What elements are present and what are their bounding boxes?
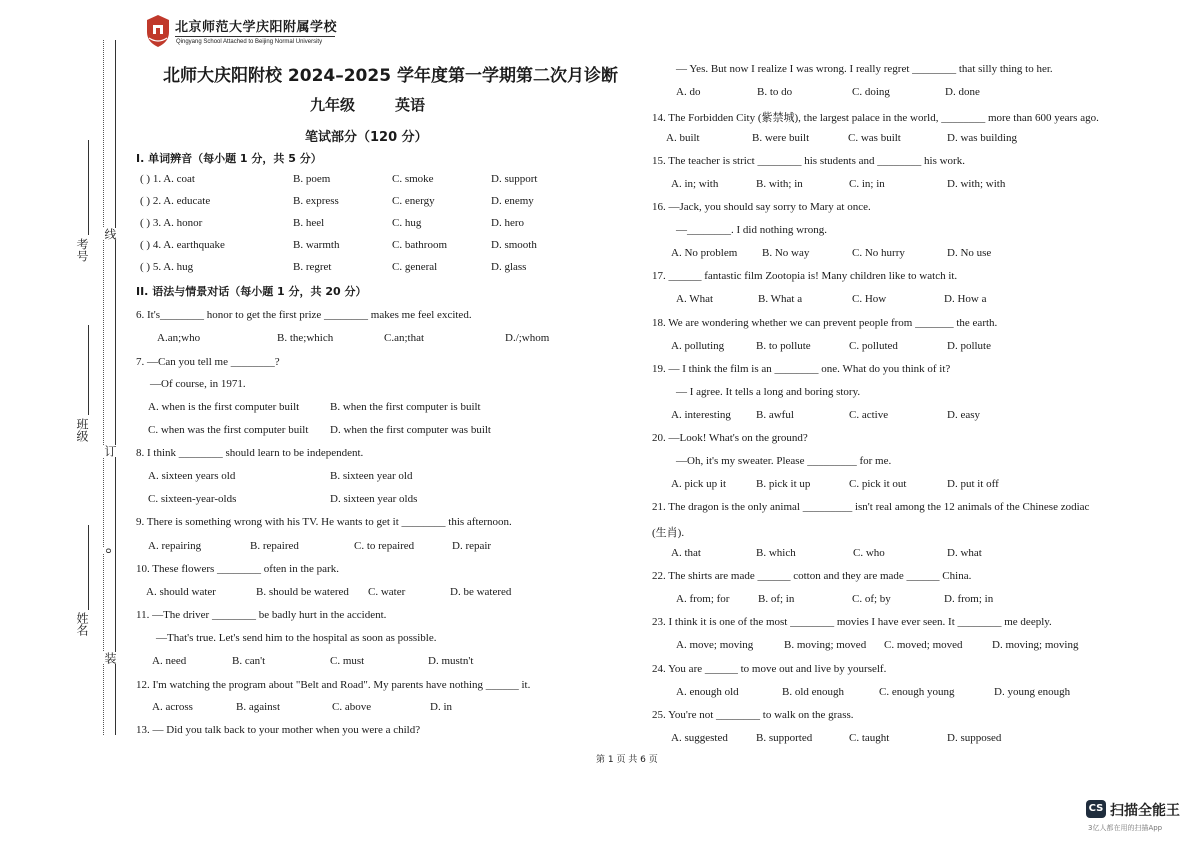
- q7-stem: 7. —Can you tell me ________?: [136, 356, 280, 368]
- q7-option-d[interactable]: D. when the first computer was built: [330, 424, 491, 436]
- q7-option-c[interactable]: C. when was the first computer built: [148, 424, 309, 436]
- q24-option-a[interactable]: A. enough old: [676, 686, 739, 698]
- q6-option-b[interactable]: B. the;which: [277, 332, 334, 344]
- q16-option-d[interactable]: D. No use: [947, 247, 992, 259]
- logo-rule: [175, 36, 335, 37]
- q12-stem: 12. I'm watching the program about "Belt and Road". My parents have nothing ______ it.: [136, 679, 531, 691]
- q18-option-a[interactable]: A. polluting: [671, 340, 725, 352]
- q16-option-a[interactable]: A. No problem: [671, 247, 738, 259]
- q1-d[interactable]: D. support: [491, 173, 538, 185]
- page-number: 第 1 页 共 6 页: [596, 755, 658, 765]
- q20-option-b[interactable]: B. pick it up: [756, 478, 811, 490]
- q14-option-a[interactable]: A. built: [666, 132, 700, 144]
- q24-stem: 24. You are ______ to move out and live by yourself.: [652, 663, 887, 675]
- school-emblem-icon: [145, 14, 171, 53]
- q24-option-d[interactable]: D. young enough: [994, 686, 1071, 698]
- q25-option-b[interactable]: B. supported: [756, 732, 813, 744]
- q8-option-b[interactable]: B. sixteen year old: [330, 470, 413, 482]
- written-part-title: 笔试部分（120 分）: [305, 130, 428, 145]
- exam-title: 北师大庆阳附校 2024–2025 学年度第一学期第二次月诊断: [163, 66, 618, 86]
- binding-circle: o: [103, 548, 113, 554]
- q1-b[interactable]: B. poem: [293, 173, 331, 185]
- q2-c[interactable]: C. energy: [392, 195, 435, 207]
- q19-option-a[interactable]: A. interesting: [671, 409, 731, 421]
- q2-a[interactable]: ( ) 2. A. educate: [140, 195, 211, 207]
- q18-option-c[interactable]: C. polluted: [849, 340, 898, 352]
- q3-b[interactable]: B. heel: [293, 217, 325, 229]
- exam-number-label: 考号: [75, 238, 89, 262]
- scanner-app-name: 扫描全能王: [1110, 803, 1180, 819]
- q12-option-b[interactable]: B. against: [236, 701, 280, 713]
- q13-option-d[interactable]: D. done: [945, 86, 980, 98]
- q10-stem: 10. These flowers ________ often in the park.: [136, 563, 339, 575]
- q7-option-b[interactable]: B. when the first computer is built: [330, 401, 481, 413]
- q3-a[interactable]: ( ) 3. A. honor: [140, 217, 203, 229]
- q4-b[interactable]: B. warmth: [293, 239, 340, 251]
- q22-stem: 22. The shirts are made ______ cotton and they are made ______ China.: [652, 570, 972, 582]
- q2-d[interactable]: D. enemy: [491, 195, 534, 207]
- q5-b[interactable]: B. regret: [293, 261, 332, 273]
- q6-stem: 6. It's________ honor to get the first prize ________ makes me feel excited.: [136, 309, 472, 321]
- binding-dotted-line: [103, 40, 104, 735]
- q15-option-d[interactable]: D. with; with: [947, 178, 1006, 190]
- q16-option-c[interactable]: C. No hurry: [852, 247, 905, 259]
- q5-d[interactable]: D. glass: [491, 261, 527, 273]
- q1-a[interactable]: ( ) 1. A. coat: [140, 173, 195, 185]
- q24-option-b[interactable]: B. old enough: [782, 686, 845, 698]
- q21-option-c[interactable]: C. who: [853, 547, 885, 559]
- q2-b[interactable]: B. express: [293, 195, 339, 207]
- q11-option-b[interactable]: B. can't: [232, 655, 266, 667]
- q4-c[interactable]: C. bathroom: [392, 239, 447, 251]
- q25-option-d[interactable]: D. supposed: [947, 732, 1002, 744]
- q25-option-a[interactable]: A. suggested: [671, 732, 728, 744]
- q12-option-a[interactable]: A. across: [152, 701, 193, 713]
- q14-stem: 14. The Forbidden City (紫禁城), the largest palace in the world, ________ more than 600 years ago.: [652, 112, 1099, 124]
- q17-option-d[interactable]: D. How a: [944, 293, 987, 305]
- q21-option-a[interactable]: A. that: [671, 547, 701, 559]
- q20-option-c[interactable]: C. pick it out: [849, 478, 907, 490]
- q20-reply: —Oh, it's my sweater. Please _________ for me.: [676, 455, 892, 467]
- q19-option-d[interactable]: D. easy: [947, 409, 980, 421]
- q6-option-c[interactable]: C.an;that: [384, 332, 425, 344]
- q6-option-d[interactable]: D./;whom: [505, 332, 550, 344]
- q22-option-c[interactable]: C. of; by: [852, 593, 891, 605]
- q7-reply: —Of course, in 1971.: [150, 378, 246, 390]
- q23-option-a[interactable]: A. move; moving: [676, 639, 754, 651]
- binding-line: [115, 40, 116, 735]
- q13-stem: 13. — Did you talk back to your mother when you were a child?: [136, 724, 421, 736]
- q22-option-b[interactable]: B. of; in: [758, 593, 795, 605]
- q23-option-b[interactable]: B. moving; moved: [784, 639, 867, 651]
- q8-stem: 8. I think ________ should learn to be independent.: [136, 447, 364, 459]
- q11-option-a[interactable]: A. need: [152, 655, 187, 667]
- q14-option-c[interactable]: C. was built: [848, 132, 901, 144]
- q11-reply: —That's true. Let's send him to the hospital as soon as possible.: [156, 632, 437, 644]
- name-label: 姓名: [75, 612, 89, 636]
- q25-option-c[interactable]: C. taught: [849, 732, 890, 744]
- q15-option-a[interactable]: A. in; with: [671, 178, 719, 190]
- q10-option-c[interactable]: C. water: [368, 586, 406, 598]
- q4-a[interactable]: ( ) 4. A. earthquake: [140, 239, 225, 251]
- subject: 英语: [395, 96, 426, 114]
- q19-stem: 19. — I think the film is an ________ one. What do you think of it?: [652, 363, 951, 375]
- q3-c[interactable]: C. hug: [392, 217, 422, 229]
- q10-option-a[interactable]: A. should water: [146, 586, 216, 598]
- section-1-title: I. 单词辨音（每小题 1 分，共 5 分）: [136, 152, 322, 165]
- q19-reply: — I agree. It tells a long and boring story.: [676, 386, 861, 398]
- q9-option-a[interactable]: A. repairing: [148, 540, 202, 552]
- q5-a[interactable]: ( ) 5. A. hug: [140, 261, 194, 273]
- q9-option-b[interactable]: B. repaired: [250, 540, 299, 552]
- q10-option-d[interactable]: D. be watered: [450, 586, 512, 598]
- school-name-cn: 北京师范大学庆阳附属学校: [175, 20, 338, 35]
- class-label: 班级: [75, 418, 89, 442]
- binding-char-line: 线: [103, 228, 117, 240]
- q17-stem: 17. ______ fantastic film Zootopia is! Many children like to watch it.: [652, 270, 958, 282]
- q17-option-b[interactable]: B. What a: [758, 293, 803, 305]
- q15-option-b[interactable]: B. with; in: [756, 178, 803, 190]
- q16-option-b[interactable]: B. No way: [762, 247, 810, 259]
- q20-stem: 20. —Look! What's on the ground?: [652, 432, 808, 444]
- q13-reply: — Yes. But now I realize I was wrong. I really regret ________ that silly thing to her.: [676, 63, 1053, 75]
- q5-c[interactable]: C. general: [392, 261, 438, 273]
- q13-option-b[interactable]: B. to do: [757, 86, 793, 98]
- q9-option-c[interactable]: C. to repaired: [354, 540, 415, 552]
- q11-option-c[interactable]: C. must: [330, 655, 365, 667]
- q9-stem: 9. There is something wrong with his TV. He wants to get it ________ this afternoon.: [136, 516, 512, 528]
- q15-option-c[interactable]: C. in; in: [849, 178, 885, 190]
- q18-option-d[interactable]: D. pollute: [947, 340, 991, 352]
- section-2-title: II. 语法与情景对话（每小题 1 分，共 20 分）: [136, 285, 367, 298]
- q14-option-d[interactable]: D. was building: [947, 132, 1017, 144]
- q8-option-a[interactable]: A. sixteen years old: [148, 470, 236, 482]
- q21-stem-cont: (生肖).: [652, 527, 685, 539]
- exam-number-blank[interactable]: [88, 140, 89, 235]
- q25-stem: 25. You're not ________ to walk on the grass.: [652, 709, 854, 721]
- q11-stem: 11. —The driver ________ be badly hurt in the accident.: [136, 609, 387, 621]
- q17-option-a[interactable]: A. What: [676, 293, 714, 305]
- q4-d[interactable]: D. smooth: [491, 239, 537, 251]
- binding-char-order: 订: [103, 445, 117, 457]
- q20-option-d[interactable]: D. put it off: [947, 478, 999, 490]
- q18-option-b[interactable]: B. to pollute: [756, 340, 811, 352]
- binding-char-bind: 装: [103, 652, 117, 664]
- q7-option-a[interactable]: A. when is the first computer built: [148, 401, 300, 413]
- q8-option-c[interactable]: C. sixteen-year-olds: [148, 493, 237, 505]
- q22-option-d[interactable]: D. from; in: [944, 593, 994, 605]
- q24-option-c[interactable]: C. enough young: [879, 686, 955, 698]
- q12-option-c[interactable]: C. above: [332, 701, 372, 713]
- q6-option-a[interactable]: A.an;who: [157, 332, 201, 344]
- q21-option-d[interactable]: D. what: [947, 547, 982, 559]
- q1-c[interactable]: C. smoke: [392, 173, 434, 185]
- camscanner-logo-icon: CS: [1086, 800, 1106, 818]
- q13-option-a[interactable]: A. do: [676, 86, 701, 98]
- grade: 九年级: [310, 96, 356, 114]
- q22-option-a[interactable]: A. from; for: [676, 593, 730, 605]
- scanner-tagline: 3亿人都在用的扫描App: [1088, 824, 1163, 832]
- q12-option-d[interactable]: D. in: [430, 701, 452, 713]
- q11-option-d[interactable]: D. mustn't: [428, 655, 474, 667]
- q15-stem: 15. The teacher is strict ________ his students and ________ his work.: [652, 155, 965, 167]
- class-blank[interactable]: [88, 325, 89, 415]
- q23-option-d[interactable]: D. moving; moving: [992, 639, 1079, 651]
- school-name-en: Qingyang School Attached to Beijing Normal University: [176, 39, 323, 45]
- q19-option-b[interactable]: B. awful: [756, 409, 794, 421]
- q3-d[interactable]: D. hero: [491, 217, 524, 229]
- q10-option-b[interactable]: B. should be watered: [256, 586, 349, 598]
- q17-option-c[interactable]: C. How: [852, 293, 887, 305]
- q13-option-c[interactable]: C. doing: [852, 86, 890, 98]
- q16-reply: —________. I did nothing wrong.: [676, 224, 827, 236]
- q16-stem: 16. —Jack, you should say sorry to Mary at once.: [652, 201, 871, 213]
- q21-stem: 21. The dragon is the only animal _________ isn't real among the 12 animals of the Chinese zodiac: [652, 501, 1090, 513]
- q23-option-c[interactable]: C. moved; moved: [884, 639, 963, 651]
- q23-stem: 23. I think it is one of the most ________ movies I have ever seen. It ________ me deeply.: [652, 616, 1052, 628]
- q20-option-a[interactable]: A. pick up it: [671, 478, 726, 490]
- q18-stem: 18. We are wondering whether we can prevent people from _______ the earth.: [652, 317, 998, 329]
- q19-option-c[interactable]: C. active: [849, 409, 889, 421]
- name-blank[interactable]: [88, 525, 89, 610]
- q9-option-d[interactable]: D. repair: [452, 540, 492, 552]
- q21-option-b[interactable]: B. which: [756, 547, 796, 559]
- q14-option-b[interactable]: B. were built: [752, 132, 810, 144]
- q8-option-d[interactable]: D. sixteen year olds: [330, 493, 418, 505]
